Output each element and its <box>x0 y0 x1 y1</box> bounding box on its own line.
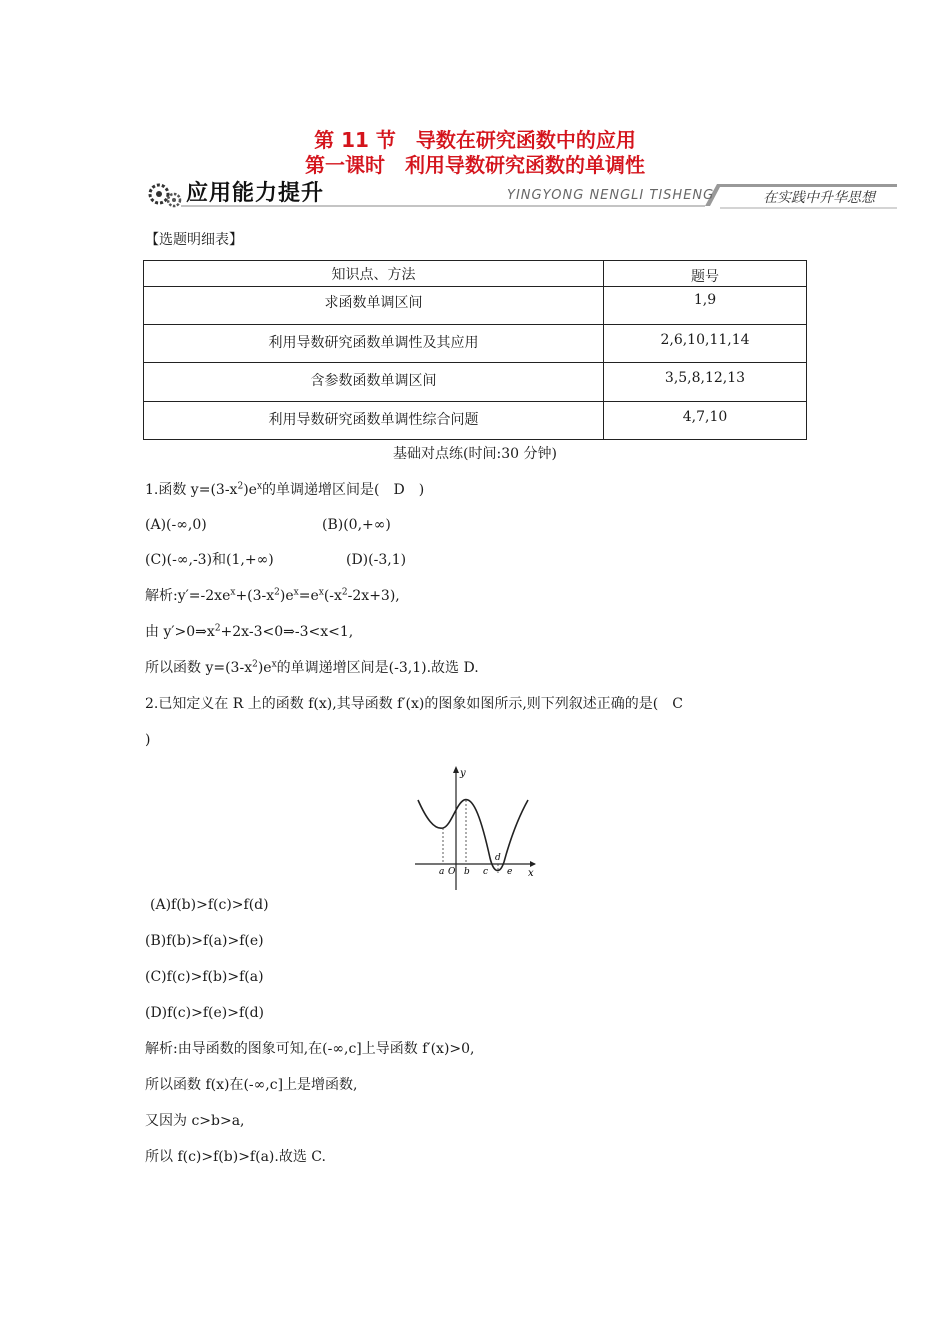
table-cell: 含参数函数单调区间 <box>144 363 604 402</box>
q2-option-a: (A)f(b)>f(c)>f(d) <box>150 897 269 913</box>
label-o: O <box>448 867 456 877</box>
q1-option-d: (D)(-3,1) <box>346 552 407 568</box>
table-cell: 利用导数研究函数单调性综合问题 <box>144 402 604 440</box>
q1-solution-line-2: 由 $y'>0\Rightarrow x^2+2x-3<0\Rightarrow-3<x<1$, <box>145 623 354 640</box>
label-e: e <box>507 867 513 877</box>
q2-option-c: (C)f(c)>f(b)>f(a) <box>145 969 264 985</box>
table-cell: 1,9 <box>604 287 807 325</box>
q1-solution-line-1: 解析$:y'=-2xe^x+(3-x^2)e^x=e^x(-x^2-2x+3)$, <box>145 587 400 604</box>
x-axis-arrow <box>530 861 536 867</box>
q1-solution-line-3: 所以函数 $y=(3-x^2)e^x$的单调递增区间是(-3,1).故选 D. <box>145 659 479 676</box>
table-row <box>144 363 807 402</box>
table-cell: 3,5,8,12,13 <box>604 363 807 402</box>
x-axis-label: x <box>528 868 534 879</box>
derivative-graph <box>410 762 540 892</box>
q2-option-b: (B)f(b)>f(a)>f(e) <box>145 933 264 949</box>
section-label: 基础对点练(时间:30 分钟) <box>393 446 557 462</box>
table-caption: 【选题明细表】 <box>145 232 243 248</box>
q2-solution-line-1: 解析:由导函数的图象可知,在(-∞,c]上导函数 f′(x)>0, <box>145 1041 475 1057</box>
q1-option-a: (A)(-∞,0) <box>145 517 207 533</box>
q2-solution-line-3: 又因为 c>b>a, <box>145 1113 245 1129</box>
q2-solution-line-2: 所以函数 f(x)在(-∞,c]上是增函数, <box>145 1077 358 1093</box>
q1-option-b: (B)(0,+∞) <box>322 517 391 533</box>
y-axis-arrow <box>453 766 459 773</box>
title-line-2: 第一课时 利用导数研究函数的单调性 <box>305 153 645 177</box>
gear-icon <box>150 185 180 206</box>
table-header-row <box>144 261 807 287</box>
table-cell: 4,7,10 <box>604 402 807 440</box>
table-row <box>144 402 807 440</box>
banner-title: 应用能力提升 <box>186 181 325 206</box>
table-header-cell: 题号 <box>604 261 807 287</box>
table-cell: 2,6,10,11,14 <box>604 325 807 363</box>
y-axis-label: y <box>460 768 466 779</box>
table-cell: 求函数单调区间 <box>144 287 604 325</box>
label-c: c <box>483 867 489 877</box>
table-cell: 利用导数研究函数单调性及其应用 <box>144 325 604 363</box>
table-row <box>144 325 807 363</box>
title-line-1: 第 11 节 导数在研究函数中的应用 <box>314 128 636 152</box>
q1-stem: 1.函数 $y=(3-x^2)e^x$的单调递增区间是( D ) <box>145 481 425 498</box>
table-header-cell: 知识点、方法 <box>144 261 604 287</box>
q1-option-c: (C)(-∞,-3)和(1,+∞) <box>145 552 274 568</box>
label-d: d <box>495 853 501 863</box>
q2-stem-line-2: ) <box>145 732 151 748</box>
banner-pinyin: YINGYONG NENGLI TISHENG <box>507 188 715 203</box>
banner-slogan: 在实践中升华思想 <box>763 190 875 206</box>
q2-stem-line-1: 2.已知定义在 R 上的函数 f(x),其导函数 f′(x)的图象如图所示,则下列叙述正确的是( C <box>145 696 683 712</box>
label-b: b <box>464 867 470 877</box>
label-a: a <box>439 867 445 877</box>
q2-solution-line-4: 所以 f(c)>f(b)>f(a).故选 C. <box>145 1149 326 1165</box>
question-table <box>143 260 807 440</box>
table-row <box>144 287 807 325</box>
derivative-curve <box>418 800 528 871</box>
q2-option-d: (D)f(c)>f(e)>f(d) <box>145 1005 265 1021</box>
